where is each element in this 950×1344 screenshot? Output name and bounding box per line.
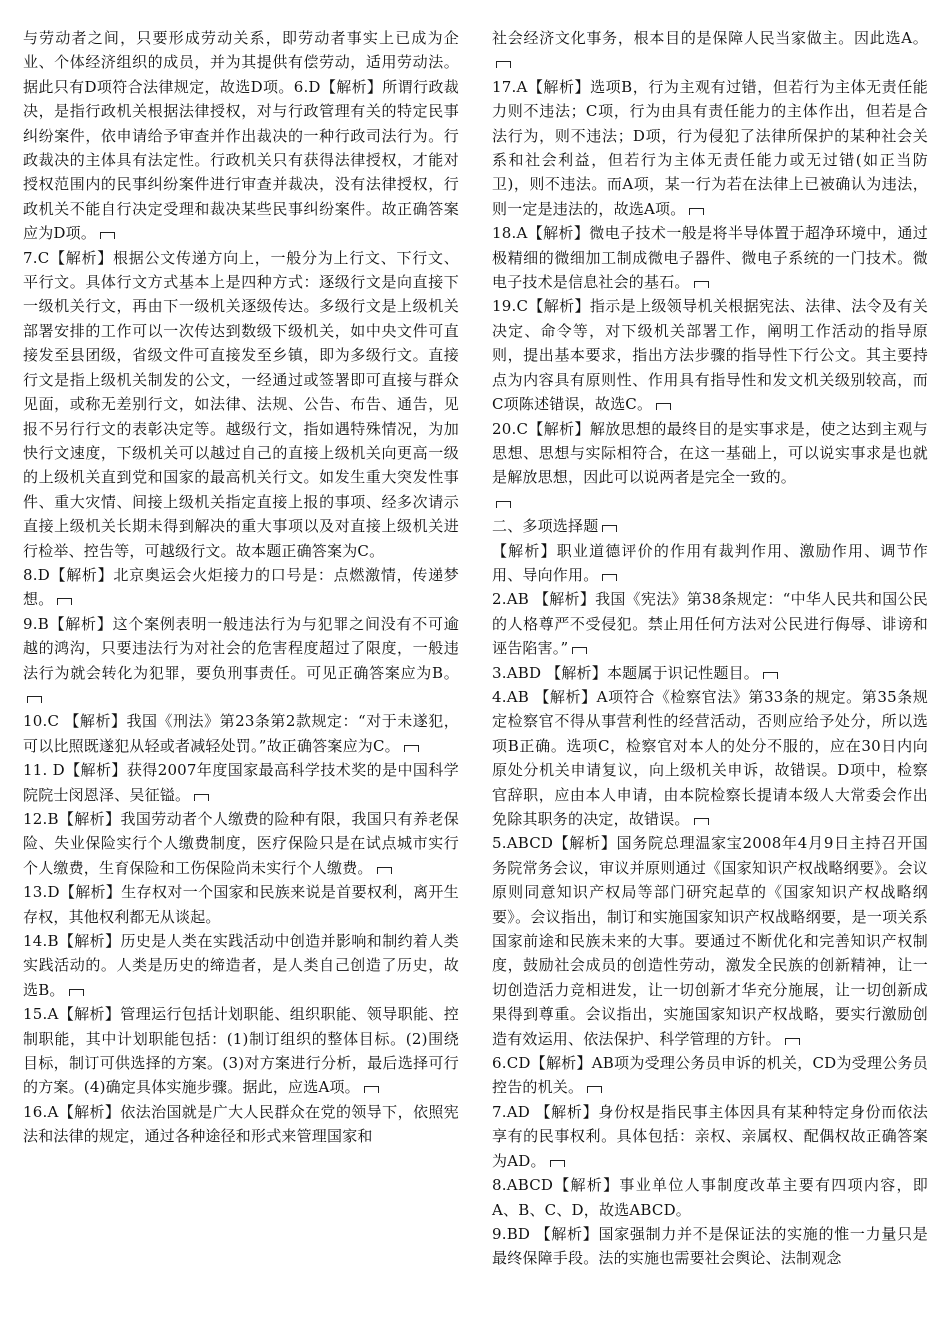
return-mark-icon xyxy=(100,232,115,239)
return-mark-icon xyxy=(57,598,72,605)
paragraph-text: 二、多项选择题 xyxy=(492,517,599,536)
answer-paragraph xyxy=(492,587,928,660)
paragraph-text: 16.A【解析】依法治国就是广大人民群众在党的领导下，依照宪法和法律的规定，通过各种途径和形式来管理国家和 xyxy=(23,1102,459,1146)
return-mark-icon xyxy=(602,525,617,532)
answer-paragraph xyxy=(492,514,928,538)
return-mark-icon xyxy=(496,61,511,68)
return-mark-icon xyxy=(194,794,209,801)
answer-paragraph xyxy=(23,1100,459,1149)
paragraph-text: 20.C【解析】解放思想的最终目的是实事求是，使之达到主观与思想、思想与实际相符合，在这一基础上，可以说实事求是也就是解放思想，因此可以说两者是完全一致的。 xyxy=(492,419,928,487)
answer-paragraph xyxy=(492,539,928,588)
answer-paragraph xyxy=(492,831,928,1051)
return-mark-icon xyxy=(377,867,392,874)
paragraph-text: 11. D【解析】获得2007年度国家最高科学技术奖的是中国科学院院士闵恩泽、吴征镒。 xyxy=(23,761,459,804)
answer-paragraph xyxy=(492,417,928,490)
answer-paragraph xyxy=(492,1051,928,1100)
answer-paragraph xyxy=(492,685,928,831)
paragraph-text: 2.AB 【解析】我国《宪法》第38条规定：“中华人民共和国公民的人格尊严不受侵犯。禁止用任何方法对公民进行侮辱、诽谤和诬告陷害。” xyxy=(492,590,928,658)
return-mark-icon xyxy=(602,574,617,581)
return-mark-icon xyxy=(785,1038,800,1045)
paragraph-text: 7.AD 【解析】身份权是指民事主体因具有某种特定身份而依法享有的民事权利。具体包括：亲权、亲属权、配偶权故正确答案为AD。 xyxy=(492,1102,928,1170)
paragraph-text: 9.BD 【解析】国家强制力并不是保证法的实施的惟一力量只是最终保障手段。法的实施也需要社会舆论、法制观念 xyxy=(492,1224,928,1268)
answer-paragraph xyxy=(492,75,928,221)
return-mark-icon xyxy=(694,281,709,288)
paragraph-text: 8.ABCD【解析】事业单位人事制度改革主要有四项内容，即A、B、C、D，故选ABCD。 xyxy=(492,1176,928,1219)
paragraph-text: 5.ABCD【解析】国务院总理温家宝2008年4月9日主持召开国务院常务会议，审议并原则通过《国家知识产权战略纲要》。会议原则同意知识产权局等部门研究起草的《国家知识产权战略纲要》。会议指出，制订和实施国家知识产权战略纲要，是一项关系国家前途和民族未来的大事。要通过不断优化和完善知识产权制度，鼓励社会成员的创造性劳动，激发全民族的创新精神，让一切创造活力竞相进发，让一切创新才华充分施展，让一切创新成果得到尊重。会议指出，实施国家知识产权战略，要实行激励创造有效运用、依法保护、科学管理的方针。 xyxy=(492,834,928,1048)
paragraph-text: 14.B【解析】历史是人类在实践活动中创造并影响和制约着人类实践活动的。人类是历史的缔造者，是人类自己创造了历史，故选B。 xyxy=(23,932,459,999)
paragraph-text: 7.C【解析】根据公文传递方向上，一般分为上行文、下行文、平行文。具体行文方式基本上是四种方式：逐级行文是向直接下一级机关行文，再由下一级机关逐级传达。多级行文是上级机关部署安排的工作可以一次传达到数级下级机关，如中央文件可直接发至县团级，省级文件可直接发至乡镇，即为多级行文。直接行文是指上级机关制发的公文，一经通过或签署即可直接与群众见面，或称无差别行文，如法律、法规、公告、布告、通告，见报不另行行文的表彰决定等。越级行文，指如遇特殊情况，为加快行文速度，下级机关可以越过自己的直接上级机关向更高一级的上级机关直到党和国家的最高机关行文。如发生重大突发性事件、重大灾情、间接上级机关指定直接上报的事项、经多次请示直接上级机关长期未得到解决的重大事项以及对直接上级机关进行检举、控告等，可越级行文。故本题正确答案为C。 xyxy=(23,248,459,560)
paragraph-text: 15.A【解析】管理运行包括计划职能、组织职能、领导职能、控制职能，其中计划职能包括：(1)制订组织的整体目标。(2)围绕目标，制订可供选择的方案。(3)对方案进行分析，最后选择可行的方案。(4)确定具体实施步骤。据此，应选A项。 xyxy=(23,1005,459,1097)
answer-paragraph xyxy=(23,880,459,929)
paragraph-text: 19.C【解析】指示是上级领导机关根据宪法、法律、法令及有关决定、命令等，对下级机关部署工作，阐明工作活动的指导原则，提出基本要求，指出方法步骤的指导性下行公文。其主要持点为内容具有原则性、作用具有指导性和发文机关级别较高，而C项陈述错误，故选C。 xyxy=(492,297,928,414)
right-column xyxy=(492,26,928,1271)
return-mark-icon xyxy=(364,1086,379,1093)
answer-paragraph xyxy=(492,26,928,75)
return-mark-icon xyxy=(572,647,587,654)
paragraph-text: 6.CD【解析】AB项为受理公务员申诉的机关，CD为受理公务员控告的机关。 xyxy=(492,1054,928,1097)
return-mark-icon xyxy=(587,1086,602,1093)
answer-paragraph xyxy=(492,490,928,514)
paragraph-text: 与劳动者之间，只要形成劳动关系，即劳动者事实上已成为企业、个体经济组织的成员，并为其提供有偿劳动，适用劳动法。据此只有D项符合法律规定，故选D项。6.D【解析】所谓行政裁决，是指行政机关根据法律授权，对与行政管理有关的特定民事纠纷案件，依申请给予审查并作出裁决的一种行政司法行为。行政裁决的主体具有法定性。行政机关只有获得法律授权，才能对授权范围内的民事纠纷案件进行审查并裁决，没有法律授权，行政机关不能自行决定受理和裁决某些民事纠纷案件。故正确答案应为D项。 xyxy=(23,29,459,243)
paragraph-text: 8.D【解析】北京奥运会火炬接力的口号是：点燃激情，传递梦想。 xyxy=(23,565,459,609)
paragraph-text: 18.A【解析】微电子技术一般是将半导体置于超净环境中，通过极精细的微细加工制成微电子器件、微电子系统的一门技术。微电子技术是信息社会的基石。 xyxy=(492,224,928,292)
answer-paragraph xyxy=(492,221,928,294)
return-mark-icon xyxy=(27,696,42,703)
answer-paragraph xyxy=(23,758,459,807)
answer-paragraph xyxy=(23,807,459,880)
answer-paragraph xyxy=(23,709,459,758)
return-mark-icon xyxy=(404,745,419,752)
return-mark-icon xyxy=(656,403,671,410)
answer-paragraph xyxy=(492,661,928,685)
answer-paragraph xyxy=(23,26,459,246)
answer-paragraph xyxy=(23,612,459,710)
answer-paragraph xyxy=(23,929,459,1002)
paragraph-text: 4.AB 【解析】A项符合《检察官法》第33条的规定。第35条规定检察官不得从事营利性的经营活动，否则应给予处分，所以选项B正确。选项C，检察官对本人的处分不服的，应在30日内向原处分机关申请复议，向上级机关申诉，故错误。D项中，检察官辞职，应由本人申请，由本院检察长提请本级人大常委会作出免除其职务的决定，故错误。 xyxy=(492,687,928,828)
return-mark-icon xyxy=(694,818,709,825)
paragraph-text: 社会经济文化事务，根本目的是保障人民当家做主。因此选A。 xyxy=(492,29,928,47)
answer-paragraph xyxy=(492,1173,928,1222)
paragraph-text: 13.D【解析】生存权对一个国家和民族来说是首要权利，离开生存权，其他权利都无从谈起。 xyxy=(23,883,459,926)
paragraph-text: 17.A【解析】选项B，行为主观有过错，但若行为主体无责任能力则不违法；C项，行为由具有责任能力的主体作出，但若是合法行为，则不违法；D项，行为侵犯了法律所保护的某种社会关系和社会利益，但若行为主体无责任能力或无过错(如正当防卫)，则不违法。而A项，某一行为若在法律上已被确认为违法，则一定是违法的，故选A项。 xyxy=(492,77,928,218)
answer-paragraph xyxy=(23,246,459,563)
paragraph-text: 3.ABD 【解析】本题属于识记性题目。 xyxy=(492,663,759,682)
return-mark-icon xyxy=(496,501,511,508)
left-column xyxy=(23,26,459,1149)
answer-paragraph xyxy=(23,563,459,612)
return-mark-icon xyxy=(69,989,84,996)
answer-paragraph xyxy=(492,294,928,416)
paragraph-text: 【解析】职业道德评价的作用有裁判作用、激励作用、调节作用、导向作用。 xyxy=(492,541,928,584)
paragraph-text: 12.B【解析】我国劳动者个人缴费的险种有限，我国只有养老保险、失业保险实行个人缴费制度，医疗保险只是在试点城市实行个人缴费，生育保险和工伤保险尚未实行个人缴费。 xyxy=(23,810,459,877)
return-mark-icon xyxy=(689,208,704,215)
paragraph-text: 10.C 【解析】我国《刑法》第23条第2款规定：“对于未遂犯，可以比照既遂犯从轻或者减轻处罚。”故正确答案应为C。 xyxy=(23,712,459,755)
paragraph-text: 9.B【解析】这个案例表明一般违法行为与犯罪之间没有不可逾越的鸿沟，只要违法行为对社会的危害程度超过了限度，一般违法行为就会转化为犯罪，要负刑事责任。可见正确答案应为B。 xyxy=(23,614,459,682)
answer-paragraph xyxy=(23,1002,459,1100)
answer-paragraph xyxy=(492,1100,928,1173)
answer-paragraph xyxy=(492,1222,928,1271)
return-mark-icon xyxy=(550,1160,565,1167)
return-mark-icon xyxy=(763,672,778,679)
